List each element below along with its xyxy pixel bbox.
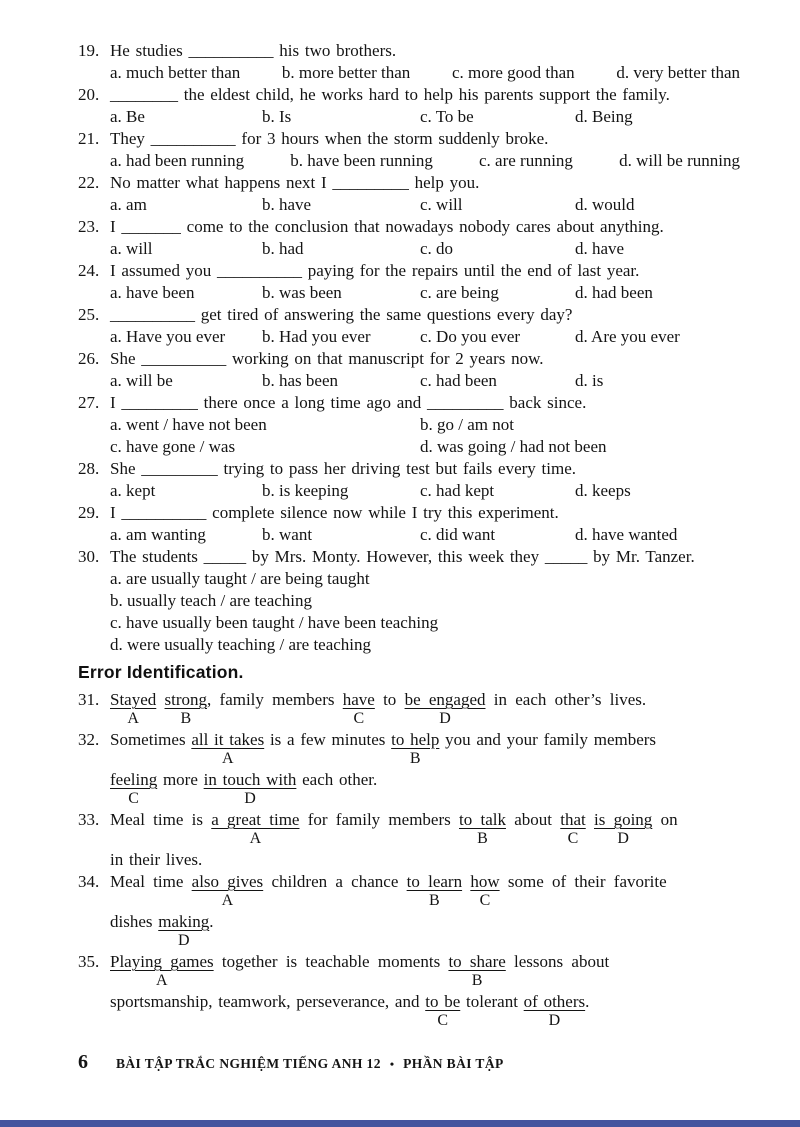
marker-letter: D <box>617 830 629 847</box>
option: d. is <box>575 371 604 390</box>
text-run: . <box>585 992 590 1011</box>
underlined-text: Playing games <box>110 952 214 971</box>
underlined-phrase <box>342 689 375 727</box>
option: c. Do you ever <box>420 327 521 346</box>
question-text: __________ get tired of answering the same questions every day? <box>110 305 573 324</box>
sentence-line <box>110 689 740 727</box>
underlined-phrase <box>110 769 158 807</box>
marker-letter: B <box>471 972 483 989</box>
separator-bullet: • <box>389 1057 395 1071</box>
page-footer <box>78 1051 740 1074</box>
text-run: Meal time is <box>110 810 212 829</box>
underlined-text: be engaged <box>404 690 486 709</box>
marker-letter: B <box>180 710 192 727</box>
marker-letter: C <box>128 790 139 807</box>
text-run: is a few minutes <box>264 730 392 749</box>
question-33 <box>78 809 740 871</box>
options-row <box>110 62 740 84</box>
section-title: PHẦN BÀI TẬP <box>403 1056 504 1071</box>
sentence-line <box>110 951 740 989</box>
text-run: for family members <box>299 810 459 829</box>
option: c. To be <box>420 107 474 126</box>
question-text: She __________ working on that manuscript for 2 years now. <box>110 349 544 368</box>
sentence-line <box>110 849 740 871</box>
text-run: lessons about <box>505 952 610 971</box>
option: d. keeps <box>575 481 631 500</box>
option: b. Is <box>262 107 292 126</box>
marker-letter: D <box>439 710 451 727</box>
underlined-text: that <box>560 810 586 829</box>
text-run: in their lives. <box>110 850 203 869</box>
underlined-phrase <box>211 809 300 847</box>
options-row <box>110 194 740 216</box>
text-run: in each other’s lives. <box>485 690 647 709</box>
option: c. had been <box>420 371 497 390</box>
option: b. more better than <box>281 63 411 82</box>
text-run <box>462 872 470 891</box>
option: a. will be <box>110 371 173 390</box>
question-23 <box>78 216 740 260</box>
question-number: 24. <box>78 261 100 280</box>
marker-letter: C <box>479 892 491 909</box>
section-heading: Error Identification. <box>78 662 244 682</box>
option: a. Be <box>110 107 145 126</box>
sentence-line <box>110 991 740 1029</box>
text-run: Sometimes <box>110 730 192 749</box>
option: a. will <box>110 239 153 258</box>
option: d. were usually teaching / are teaching <box>110 635 372 654</box>
option: b. was been <box>262 283 342 302</box>
option: d. Are you ever <box>575 327 680 346</box>
question-number: 23. <box>78 217 100 236</box>
question-number: 31. <box>78 690 100 709</box>
text-run: you and your family members <box>439 730 657 749</box>
text-run <box>156 690 164 709</box>
marker-letter: D <box>177 932 190 949</box>
sentence-line <box>110 729 740 767</box>
underlined-phrase <box>191 729 265 767</box>
sentence-line <box>110 809 740 847</box>
option: b. usually teach / are teaching <box>110 591 313 610</box>
question-22 <box>78 172 740 216</box>
question-text: I _______ come to the conclusion that nowadays nobody cares about anything. <box>110 217 664 236</box>
underlined-phrase <box>404 689 486 727</box>
underlined-text: in touch with <box>203 770 297 789</box>
options-row <box>110 326 740 348</box>
options-row <box>110 282 740 304</box>
options-row <box>110 106 740 128</box>
question-number: 33. <box>78 810 100 829</box>
question-text: I __________ complete silence now while I try this experiment. <box>110 503 559 522</box>
text-run: tolerant <box>460 992 524 1011</box>
underlined-text: Stayed <box>110 690 157 709</box>
option: b. Had you ever <box>262 327 371 346</box>
text-run: sportsmanship, teamwork, perseverance, and <box>110 992 426 1011</box>
option: d. have <box>575 239 625 258</box>
question-35 <box>78 951 740 1031</box>
question-number: 29. <box>78 503 100 522</box>
marker-letter: B <box>477 830 488 847</box>
question-number: 19. <box>78 41 100 60</box>
question-25 <box>78 304 740 348</box>
marker-letter: A <box>249 830 262 847</box>
option: a. are usually taught / are being taught <box>110 569 370 588</box>
underlined-text: a great time <box>211 810 300 829</box>
option: d. Being <box>575 107 633 126</box>
options-row <box>110 524 740 546</box>
underlined-phrase <box>191 871 264 909</box>
question-32 <box>78 729 740 809</box>
underlined-phrase <box>425 991 461 1029</box>
underlined-text: also gives <box>191 872 264 891</box>
question-number: 21. <box>78 129 100 148</box>
question-number: 32. <box>78 730 100 749</box>
underlined-phrase <box>406 871 463 909</box>
underlined-text: is going <box>594 810 653 829</box>
book-title: BÀI TẬP TRẮC NGHIỆM TIẾNG ANH 12 <box>116 1056 381 1071</box>
option: d. have wanted <box>575 525 678 544</box>
text-run <box>586 810 594 829</box>
text-run: Meal time <box>110 872 192 891</box>
text-run: . <box>209 912 214 931</box>
options-row <box>110 238 740 260</box>
underlined-phrase <box>560 809 586 847</box>
option: b. had <box>262 239 304 258</box>
question-27 <box>78 392 740 458</box>
text-run: to <box>374 690 405 709</box>
option: b. have been running <box>290 151 433 170</box>
question-text: She _________ trying to pass her driving test but fails every time. <box>110 459 576 478</box>
question-number: 20. <box>78 85 100 104</box>
text-run: , family members <box>207 690 343 709</box>
options-grid <box>110 414 740 458</box>
text-run: about <box>505 810 561 829</box>
option: a. much better than <box>110 63 241 82</box>
underlined-phrase <box>470 871 500 909</box>
underlined-phrase <box>459 809 506 847</box>
text-run: more <box>157 770 204 789</box>
option: a. went / have not been <box>110 415 267 434</box>
question-text: The students _____ by Mrs. Monty. However, this week they _____ by Mr. Tanzer. <box>110 547 695 566</box>
marker-letter: D <box>548 1012 561 1029</box>
underlined-phrase <box>110 951 214 989</box>
question-number: 25. <box>78 305 100 324</box>
underlined-text: feeling <box>110 770 158 789</box>
question-text: ________ the eldest child, he works hard to help his parents support the family. <box>110 85 670 104</box>
underlined-text: all it takes <box>191 730 265 749</box>
option: c. do <box>420 239 454 258</box>
option: c. more good than <box>451 63 575 82</box>
question-text: He studies __________ his two brothers. <box>110 41 397 60</box>
page-number: 6 <box>78 1051 88 1073</box>
option: c. have gone / was <box>110 437 236 456</box>
option: c. are running <box>479 151 573 170</box>
underlined-phrase <box>448 951 506 989</box>
text-run: each other. <box>296 770 378 789</box>
option: b. has been <box>262 371 339 390</box>
question-21 <box>78 128 740 172</box>
question-number: 22. <box>78 173 100 192</box>
marker-letter: C <box>567 830 579 847</box>
text-run: dishes <box>110 912 159 931</box>
option: a. had been running <box>110 151 245 170</box>
question-number: 34. <box>78 872 100 891</box>
marker-letter: D <box>244 790 256 807</box>
options-list <box>110 568 740 656</box>
underlined-text: have <box>342 690 375 709</box>
option: a. am wanting <box>110 525 206 544</box>
options-row <box>110 370 740 392</box>
underlined-phrase <box>158 911 210 949</box>
option: a. have been <box>110 283 195 302</box>
question-26 <box>78 348 740 392</box>
underlined-text: to be <box>425 992 461 1011</box>
underlined-phrase <box>110 689 157 727</box>
question-number: 30. <box>78 547 100 566</box>
underlined-phrase <box>523 991 586 1029</box>
question-20 <box>78 84 740 128</box>
question-19 <box>78 40 740 84</box>
text-run: together is teachable moments <box>213 952 449 971</box>
marker-letter: A <box>221 750 234 767</box>
underlined-text: to share <box>448 952 506 971</box>
page-content <box>78 40 740 1074</box>
option: b. go / am not <box>420 415 514 434</box>
question-28 <box>78 458 740 502</box>
question-text: I assumed you __________ paying for the repairs until the end of last year. <box>110 261 640 280</box>
option: c. will <box>420 195 463 214</box>
option: b. want <box>262 525 313 544</box>
sentence-line <box>110 871 740 909</box>
option: c. are being <box>420 283 499 302</box>
sentence-line <box>110 769 740 807</box>
marker-letter: C <box>353 710 365 727</box>
underlined-text: to talk <box>459 810 506 829</box>
question-number: 35. <box>78 952 100 971</box>
option: d. would <box>575 195 635 214</box>
question-31 <box>78 689 740 729</box>
option: c. had kept <box>420 481 495 500</box>
option: b. have <box>262 195 312 214</box>
marker-letter: B <box>429 892 440 909</box>
question-number: 28. <box>78 459 100 478</box>
option: d. had been <box>575 283 653 302</box>
option: d. was going / had not been <box>420 437 607 456</box>
marker-letter: A <box>156 972 168 989</box>
bottom-accent-bar <box>0 1120 800 1127</box>
underlined-text: strong <box>164 690 208 709</box>
option: a. am <box>110 195 147 214</box>
question-text: They __________ for 3 hours when the storm suddenly broke. <box>110 129 549 148</box>
marker-letter: B <box>409 750 421 767</box>
question-34 <box>78 871 740 951</box>
question-text: No matter what happens next I _________ help you. <box>110 173 480 192</box>
question-29 <box>78 502 740 546</box>
option: d. very better than <box>616 63 740 82</box>
marker-letter: A <box>221 892 234 909</box>
question-24 <box>78 260 740 304</box>
options-row <box>110 480 740 502</box>
underlined-phrase <box>391 729 440 767</box>
underlined-text: making <box>158 912 210 931</box>
text-run: some of their favorite <box>499 872 667 891</box>
marker-letter: C <box>437 1012 449 1029</box>
option: a. kept <box>110 481 156 500</box>
sentence-line <box>110 911 740 949</box>
options-row <box>110 150 740 172</box>
question-text: I _________ there once a long time ago and _________ back since. <box>110 393 587 412</box>
underlined-text: to learn <box>406 872 463 891</box>
option: a. Have you ever <box>110 327 226 346</box>
question-number: 27. <box>78 393 100 412</box>
option: d. will be running <box>619 151 740 170</box>
underlined-phrase <box>203 769 297 807</box>
option: b. is keeping <box>262 481 349 500</box>
underlined-text: to help <box>391 730 440 749</box>
underlined-phrase <box>594 809 653 847</box>
underlined-text: how <box>470 872 500 891</box>
underlined-phrase <box>164 689 208 727</box>
question-30 <box>78 546 740 656</box>
text-run: on <box>652 810 678 829</box>
option: c. did want <box>420 525 496 544</box>
underlined-text: of others <box>523 992 586 1011</box>
question-number: 26. <box>78 349 100 368</box>
option: c. have usually been taught / have been teaching <box>110 613 439 632</box>
text-run: children a chance <box>263 872 407 891</box>
marker-letter: A <box>127 710 139 727</box>
